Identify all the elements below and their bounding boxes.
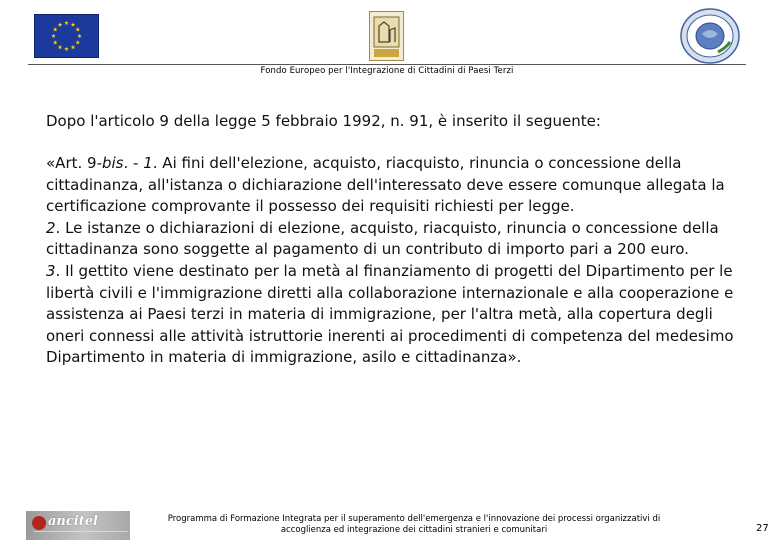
eu-star (71, 22, 76, 26)
eu-stars-icon (35, 15, 98, 57)
anci-logo (369, 11, 404, 61)
eu-star (58, 45, 63, 49)
eu-star (75, 27, 80, 31)
association-seal (680, 8, 740, 64)
header-caption: Fondo Europeo per l'Integrazione di Cittadini di Paesi Terzi (260, 66, 514, 76)
article-paragraph-2: 2. Le istanze o dichiarazioni di elezione, acquisto, riacquisto, rinuncia o concessione della cittadinanza sono soggette al pagamento di un contributo di importo pari a 200 euro. (46, 218, 719, 259)
intro-paragraph: Dopo l'articolo 9 della legge 5 febbraio 1992, n. 91, è inserito il seguente: (46, 112, 601, 130)
eu-star (51, 34, 56, 38)
page-number: 27 (756, 523, 769, 534)
header-divider (28, 64, 746, 65)
eu-star (58, 22, 63, 26)
eu-star (64, 21, 69, 25)
eu-star (64, 47, 69, 51)
article-paragraph-3: 3. Il gettito viene destinato per la metà al finanziamento di progetti del Dipartimento per le libertà civili e l'immigrazione diretti alla collaborazione internazionale e alla cooperazione e assistenza ai Paesi terzi in materia di immigrazione, per l'altra metà, alla copertura degli oneri connessi alle attività istruttorie inerenti ai procedimenti di competenza del medesimo Dipartimento in materia di immigrazione, asilo e cittadinanza». (46, 261, 734, 367)
ancitel-mark-icon (32, 516, 46, 530)
eu-star (75, 40, 80, 44)
eu-star (77, 34, 82, 38)
eu-star (53, 27, 58, 31)
footer-caption: Programma di Formazione Integrata per il superamento dell'emergenza e l'innovazione dei processi organizzativi di accoglienza ed integrazione dei cittadini stranieri e comunitari (167, 514, 661, 535)
ancitel-logo: ancitel (26, 511, 130, 540)
article-paragraph-1: «Art. 9-bis. - 1. Ai fini dell'elezione, acquisto, riacquisto, rinuncia o concessione della cittadinanza, all'istanza o dichiarazione dell'interessato deve essere comunque allegata la certificazione comprovante il possesso dei requisiti richiesti per legge. (46, 154, 725, 216)
eu-star (53, 40, 58, 44)
article-text (46, 153, 736, 369)
eu-flag-logo (34, 14, 99, 58)
eu-star (71, 45, 76, 49)
